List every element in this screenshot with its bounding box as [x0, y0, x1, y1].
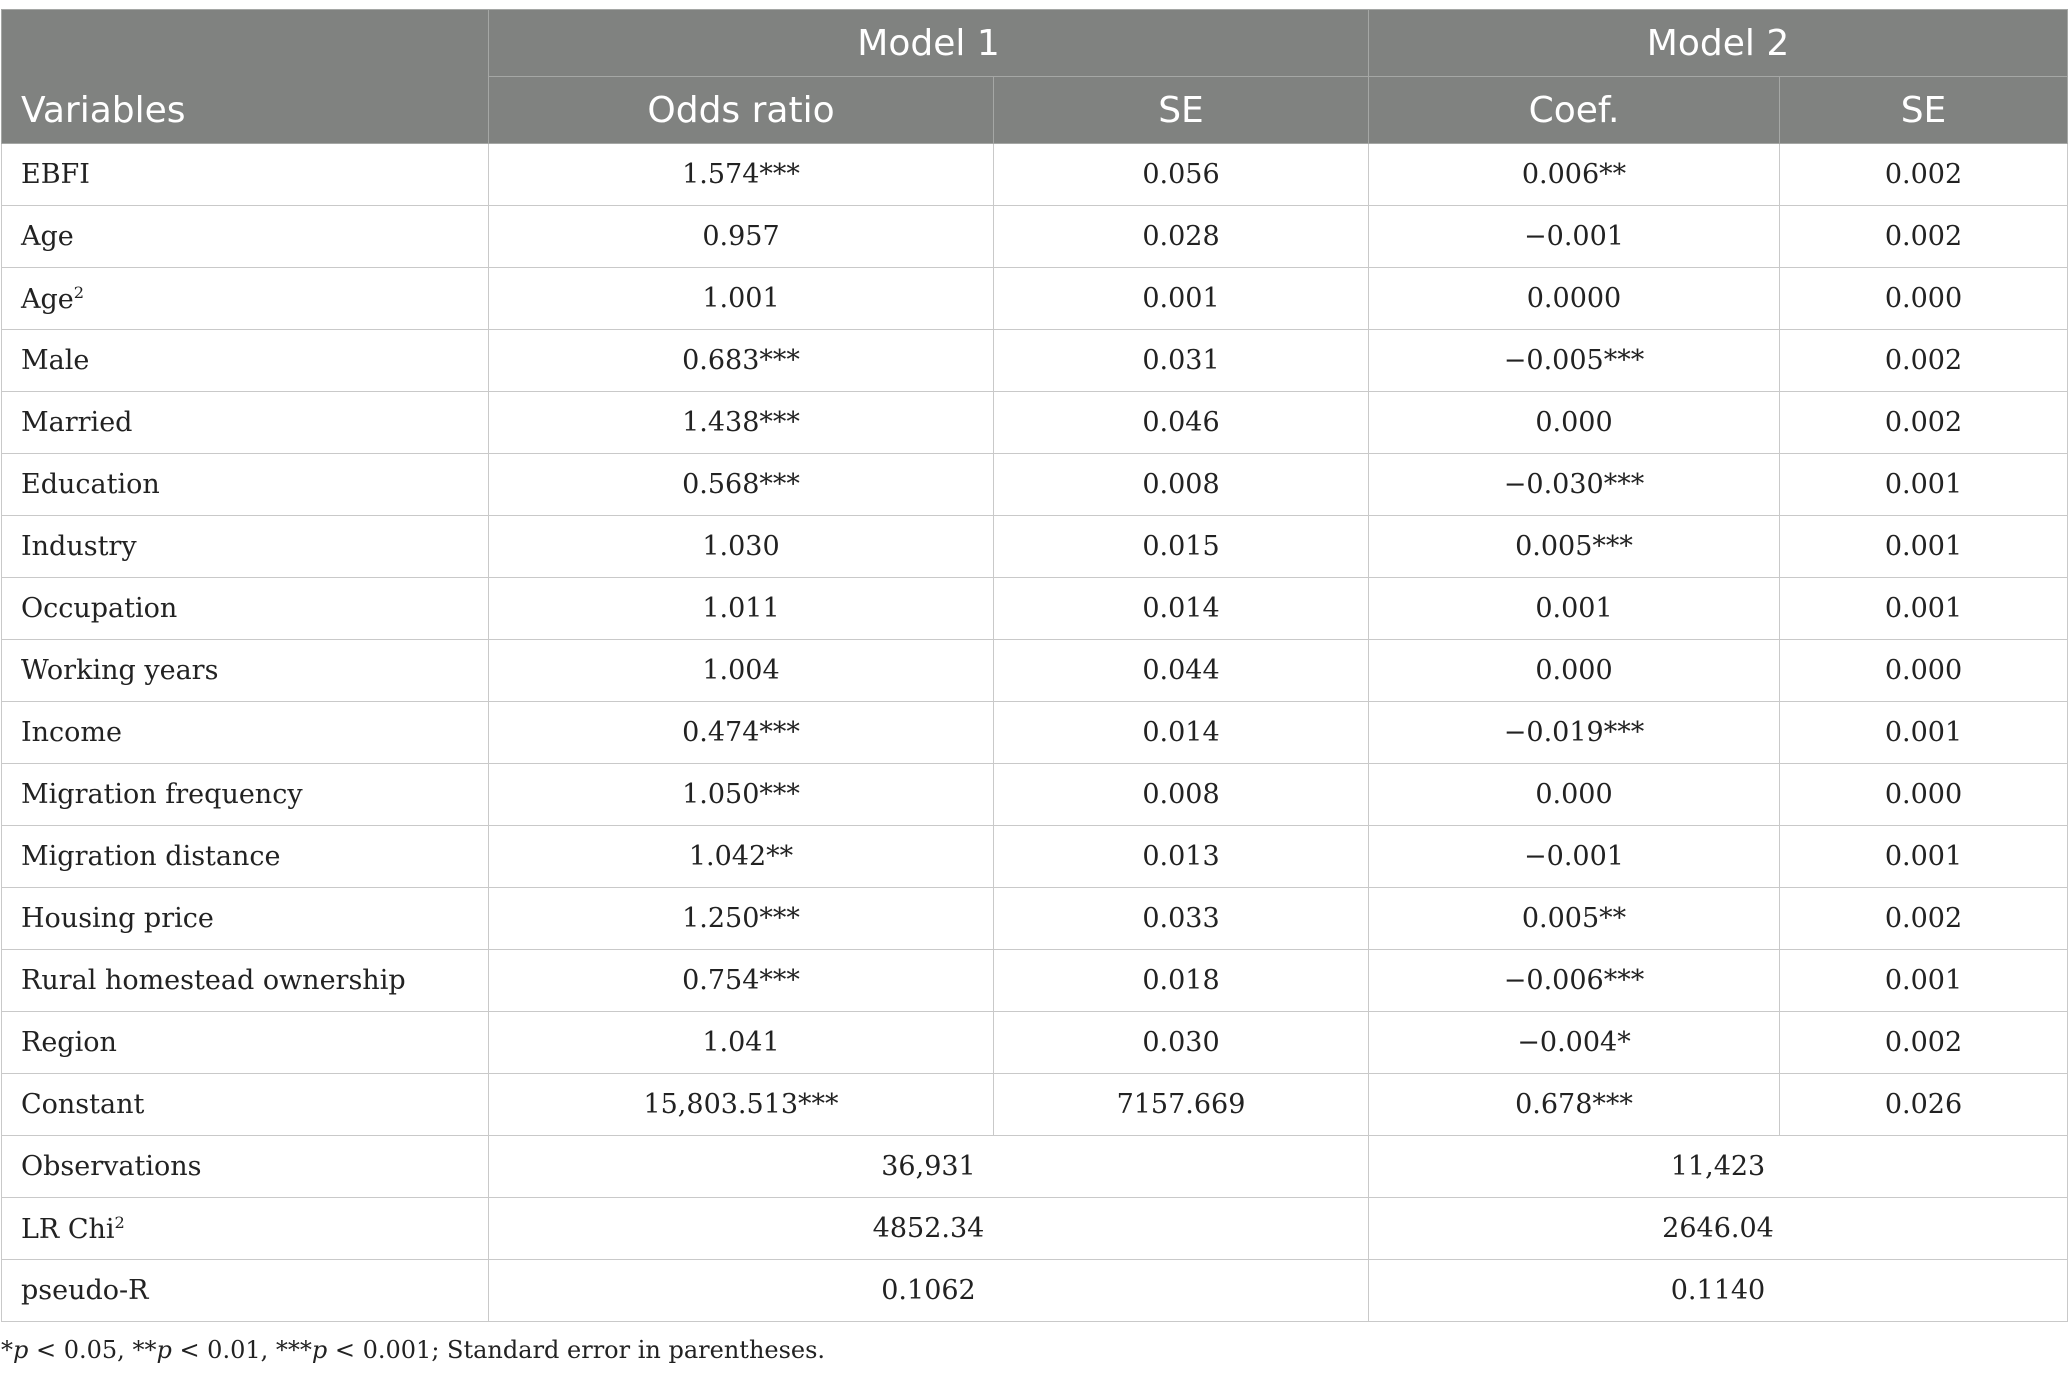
se-model-2-cell: 0.002	[1780, 888, 2068, 950]
summary-row	[2, 1136, 2068, 1198]
variable-cell: Married	[2, 392, 489, 454]
se-model-2-cell: 0.001	[1780, 702, 2068, 764]
coef-cell: 0.000	[1369, 640, 1780, 702]
footnote-p-3: p	[311, 1336, 328, 1364]
table-row	[2, 454, 2068, 516]
se-model-2-cell: 0.001	[1780, 950, 2068, 1012]
summary-model-2-cell: 2646.04	[1369, 1198, 2068, 1260]
regression-table	[1, 9, 2068, 1322]
coef-cell: −0.001	[1369, 826, 1780, 888]
variable-cell: Rural homestead ownership	[2, 950, 489, 1012]
se-model-2-cell: 0.001	[1780, 516, 2068, 578]
coef-cell: −0.001	[1369, 206, 1780, 268]
se-model-2-cell: 0.002	[1780, 392, 2068, 454]
coef-cell: −0.030***	[1369, 454, 1780, 516]
se-model-2-cell: 0.000	[1780, 268, 2068, 330]
odds-ratio-cell: 0.568***	[489, 454, 994, 516]
odds-ratio-cell: 1.250***	[489, 888, 994, 950]
se-model-1-cell: 0.030	[994, 1012, 1369, 1074]
variable-cell: Migration distance	[2, 826, 489, 888]
summary-model-1-cell: 0.1062	[489, 1260, 1369, 1322]
coef-cell: 0.000	[1369, 764, 1780, 826]
summary-model-2-cell: 11,423	[1369, 1136, 2068, 1198]
odds-ratio-cell: 1.001	[489, 268, 994, 330]
table-row	[2, 888, 2068, 950]
odds-ratio-cell: 1.011	[489, 578, 994, 640]
se-model-2-cell: 0.001	[1780, 578, 2068, 640]
table-row	[2, 826, 2068, 888]
variable-label: LR Chi	[21, 1213, 115, 1245]
coef-cell: 0.005**	[1369, 888, 1780, 950]
variable-cell: Working years	[2, 640, 489, 702]
variable-label: Age	[21, 283, 74, 315]
variable-cell: Constant	[2, 1074, 489, 1136]
coef-cell: −0.004*	[1369, 1012, 1780, 1074]
summary-model-2-cell: 0.1140	[1369, 1260, 2068, 1322]
odds-ratio-cell: 1.042**	[489, 826, 994, 888]
odds-ratio-cell: 1.004	[489, 640, 994, 702]
summary-label-cell	[2, 1198, 489, 1260]
header-model-1: Model 1	[489, 10, 1369, 77]
coef-cell: 0.678***	[1369, 1074, 1780, 1136]
se-model-2-cell: 0.000	[1780, 640, 2068, 702]
footnote-text-3: < 0.001; Standard error in parentheses.	[327, 1336, 826, 1364]
se-model-2-cell: 0.002	[1780, 1012, 2068, 1074]
header-coef: Coef.	[1369, 77, 1780, 144]
se-model-1-cell: 0.015	[994, 516, 1369, 578]
se-model-2-cell: 0.001	[1780, 826, 2068, 888]
se-model-1-cell: 0.008	[994, 454, 1369, 516]
coef-cell: 0.006**	[1369, 144, 1780, 206]
header-odds-ratio: Odds ratio	[489, 77, 994, 144]
table-row	[2, 950, 2068, 1012]
variable-cell: Male	[2, 330, 489, 392]
table-row	[2, 764, 2068, 826]
summary-label-cell: pseudo-R	[2, 1260, 489, 1322]
table-row	[2, 1012, 2068, 1074]
se-model-2-cell: 0.002	[1780, 330, 2068, 392]
variable-cell: EBFI	[2, 144, 489, 206]
se-model-1-cell: 0.046	[994, 392, 1369, 454]
odds-ratio-cell: 0.474***	[489, 702, 994, 764]
se-model-1-cell: 0.031	[994, 330, 1369, 392]
table-row	[2, 330, 2068, 392]
table-row	[2, 206, 2068, 268]
variable-cell: Income	[2, 702, 489, 764]
se-model-1-cell: 7157.669	[994, 1074, 1369, 1136]
table-footnote	[1, 1336, 825, 1364]
superscript: 2	[73, 282, 85, 302]
footnote-p-2: p	[156, 1336, 172, 1364]
se-model-1-cell: 0.014	[994, 578, 1369, 640]
coef-cell: 0.0000	[1369, 268, 1780, 330]
table-row	[2, 516, 2068, 578]
summary-model-1-cell: 4852.34	[489, 1198, 1369, 1260]
variable-cell: Migration frequency	[2, 764, 489, 826]
variable-cell	[2, 268, 489, 330]
variable-cell: Region	[2, 1012, 489, 1074]
coef-cell: 0.000	[1369, 392, 1780, 454]
coef-cell: −0.019***	[1369, 702, 1780, 764]
se-model-2-cell: 0.002	[1780, 144, 2068, 206]
odds-ratio-cell: 1.438***	[489, 392, 994, 454]
se-model-1-cell: 0.001	[994, 268, 1369, 330]
table-row	[2, 578, 2068, 640]
variable-cell: Education	[2, 454, 489, 516]
odds-ratio-cell: 1.041	[489, 1012, 994, 1074]
coef-cell: 0.001	[1369, 578, 1780, 640]
se-model-1-cell: 0.033	[994, 888, 1369, 950]
odds-ratio-cell: 1.030	[489, 516, 994, 578]
variable-cell: Age	[2, 206, 489, 268]
se-model-2-cell: 0.002	[1780, 206, 2068, 268]
header-model-2: Model 2	[1369, 10, 2068, 77]
superscript: 2	[114, 1212, 125, 1232]
odds-ratio-cell: 0.957	[489, 206, 994, 268]
se-model-1-cell: 0.056	[994, 144, 1369, 206]
se-model-1-cell: 0.014	[994, 702, 1369, 764]
table-body	[2, 144, 2068, 1322]
table-row	[2, 268, 2068, 330]
summary-model-1-cell: 36,931	[489, 1136, 1369, 1198]
odds-ratio-cell: 0.683***	[489, 330, 994, 392]
se-model-1-cell: 0.018	[994, 950, 1369, 1012]
table-row	[2, 144, 2068, 206]
odds-ratio-cell: 0.754***	[489, 950, 994, 1012]
footnote-p-1: p	[13, 1336, 29, 1364]
coef-cell: 0.005***	[1369, 516, 1780, 578]
table-row	[2, 702, 2068, 764]
se-model-2-cell: 0.000	[1780, 764, 2068, 826]
variable-cell: Occupation	[2, 578, 489, 640]
table-row	[2, 1074, 2068, 1136]
summary-row	[2, 1198, 2068, 1260]
header-se-model-1: SE	[994, 77, 1369, 144]
odds-ratio-cell: 1.574***	[489, 144, 994, 206]
header-variables: Variables	[2, 10, 489, 144]
footnote-star-1: *	[1, 1336, 13, 1364]
header-se-model-2: SE	[1780, 77, 2068, 144]
variable-cell: Industry	[2, 516, 489, 578]
se-model-1-cell: 0.028	[994, 206, 1369, 268]
se-model-1-cell: 0.008	[994, 764, 1369, 826]
se-model-1-cell: 0.044	[994, 640, 1369, 702]
summary-row	[2, 1260, 2068, 1322]
se-model-2-cell: 0.001	[1780, 454, 2068, 516]
odds-ratio-cell: 1.050***	[489, 764, 994, 826]
table-row	[2, 392, 2068, 454]
se-model-2-cell: 0.026	[1780, 1074, 2068, 1136]
footnote-text-1: < 0.05, **	[28, 1336, 157, 1364]
coef-cell: −0.006***	[1369, 950, 1780, 1012]
coef-cell: −0.005***	[1369, 330, 1780, 392]
summary-label-cell: Observations	[2, 1136, 489, 1198]
se-model-1-cell: 0.013	[994, 826, 1369, 888]
variable-cell: Housing price	[2, 888, 489, 950]
odds-ratio-cell: 15,803.513***	[489, 1074, 994, 1136]
footnote-text-2: < 0.01, ***	[171, 1336, 312, 1364]
table-row	[2, 640, 2068, 702]
